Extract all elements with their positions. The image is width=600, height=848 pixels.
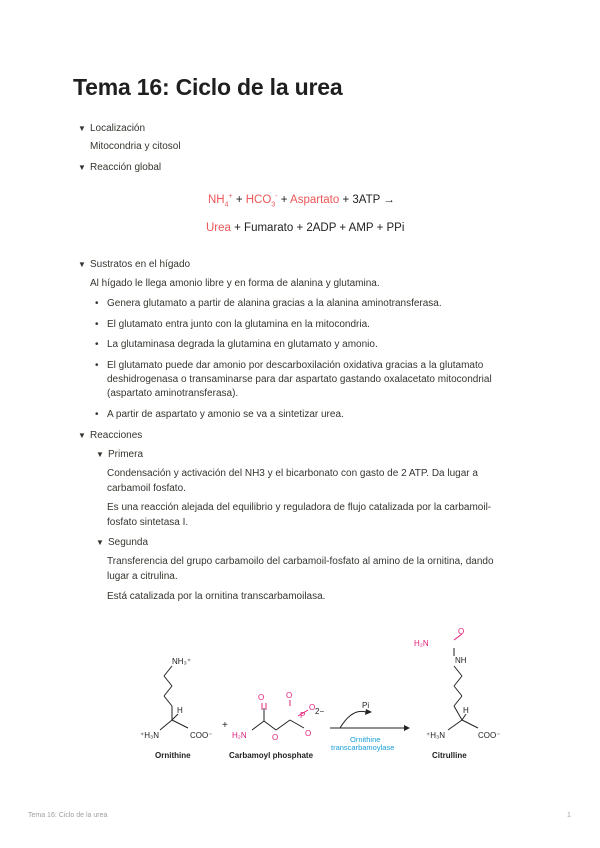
- ornithine-h3n: ⁺H₃N: [140, 731, 160, 740]
- enzyme-name-2: transcarbamoylase: [331, 743, 395, 752]
- ornithine-nh3: NH₃⁺: [172, 657, 192, 666]
- citrulline-h3n: ⁺H₃N: [426, 731, 446, 740]
- carbamoyl-label: Carbamoyl phosphate: [229, 751, 314, 760]
- list-item: • La glutaminasa degrada la glutamina en glutamato y amonio.: [107, 338, 378, 352]
- primera-p1b: carbamoil fosfato.: [107, 483, 186, 494]
- list-item-cont: deshidrogenasa o transaminarse para dar aspartato gastando oxalacetato mitocondrial: [107, 374, 492, 385]
- ornithine-label: Ornithine: [155, 751, 191, 760]
- list-item-cont: (aspartato aminotransferasa).: [107, 388, 239, 399]
- citrulline-o: O: [458, 627, 465, 636]
- equation-line-1: $NH_4^+ + HCO_3^-$ + Aspartato + 3ATP →: [208, 193, 395, 209]
- list-item: • Genera glutamato a partir de alanina gracias a la alanina aminotransferasa.: [107, 297, 442, 311]
- phosphate-charge: 2−: [315, 707, 325, 716]
- toggle-primera[interactable]: ▼ Primera: [96, 449, 144, 460]
- primera-p2a: Es una reacción alejada del equilibrio y reguladora de flujo catalizada por la carbamoil-: [107, 502, 492, 513]
- enzyme-name-1: Ornithine: [350, 735, 381, 744]
- phosphate-p: P: [300, 711, 306, 720]
- carbamoyl-h2n: H₂N: [232, 731, 247, 740]
- toggle-reaccion-global[interactable]: ▼ Reacción global: [78, 162, 162, 173]
- list-item: • A partir de aspartato y amonio se va a sintetizar urea.: [107, 408, 344, 422]
- localizacion-text: Mitocondria y citosol: [90, 141, 181, 152]
- carbamoyl-o: O: [258, 693, 265, 702]
- phosphate-o2: O: [309, 703, 316, 712]
- hco3: $HCO_3^-$: [245, 193, 278, 209]
- citrulline-label: Citrulline: [432, 751, 467, 760]
- primera-p2b: fosfato sintetasa I.: [107, 517, 189, 528]
- footer-title: Tema 16: Ciclo de la urea: [28, 812, 108, 819]
- citrulline-nh: NH: [455, 656, 467, 665]
- toggle-sustratos[interactable]: ▼ Sustratos en el hígado: [78, 259, 191, 270]
- page-title: Tema 16: Ciclo de la urea: [73, 74, 343, 100]
- triangle-down-icon: ▼: [78, 163, 86, 172]
- reaction-figure: [0, 618, 600, 778]
- toggle-segunda[interactable]: ▼ Segunda: [96, 537, 149, 548]
- triangle-down-icon: ▼: [96, 538, 104, 547]
- equation-line-2: Urea + Fumarato + 2ADP + AMP + PPi: [206, 222, 405, 234]
- ornithine-coo: COO⁻: [190, 731, 213, 740]
- page-number: 1: [567, 812, 571, 819]
- primera-p1a: Condensación y activación del NH3 y el bicarbonato con gasto de 2 ATP. Da lugar a: [107, 468, 478, 479]
- nh4: $NH_4^+$: [208, 193, 233, 209]
- triangle-down-icon: ▼: [78, 431, 86, 440]
- citrulline-h2n: H₂N: [414, 639, 429, 648]
- citrulline-coo: COO⁻: [478, 731, 501, 740]
- segunda-p1a: Transferencia del grupo carbamoilo del carbamoil-fosfato al amino de la ornitina, dando: [107, 556, 494, 567]
- triangle-down-icon: ▼: [78, 124, 86, 133]
- segunda-p2: Está catalizada por la ornitina transcarbamoilasa.: [107, 591, 326, 602]
- plus-sign: +: [222, 720, 228, 731]
- pi-label: Pi: [362, 701, 370, 710]
- segunda-p1b: lugar a citrulina.: [107, 571, 178, 582]
- list-item: • El glutamato entra junto con la glutamina en la mitocondria.: [107, 318, 370, 332]
- triangle-down-icon: ▼: [96, 450, 104, 459]
- toggle-localizacion[interactable]: ▼ Localización: [78, 123, 146, 134]
- sustratos-intro: Al hígado le llega amonio libre y en forma de alanina y glutamina.: [90, 278, 380, 289]
- carbamoyl-o-bridge: O: [272, 733, 279, 742]
- aspartato: Aspartato: [290, 193, 340, 206]
- citrulline-h: H: [463, 706, 469, 715]
- toggle-reacciones[interactable]: ▼ Reacciones: [78, 430, 143, 441]
- phosphate-o3: O: [305, 729, 312, 738]
- urea: Urea: [206, 222, 231, 234]
- ornithine-h: H: [177, 706, 183, 715]
- triangle-down-icon: ▼: [78, 260, 86, 269]
- list-item: • El glutamato puede dar amonio por descarboxilación oxidativa gracias a la glutamato: [107, 359, 483, 373]
- phosphate-o: O: [286, 691, 293, 700]
